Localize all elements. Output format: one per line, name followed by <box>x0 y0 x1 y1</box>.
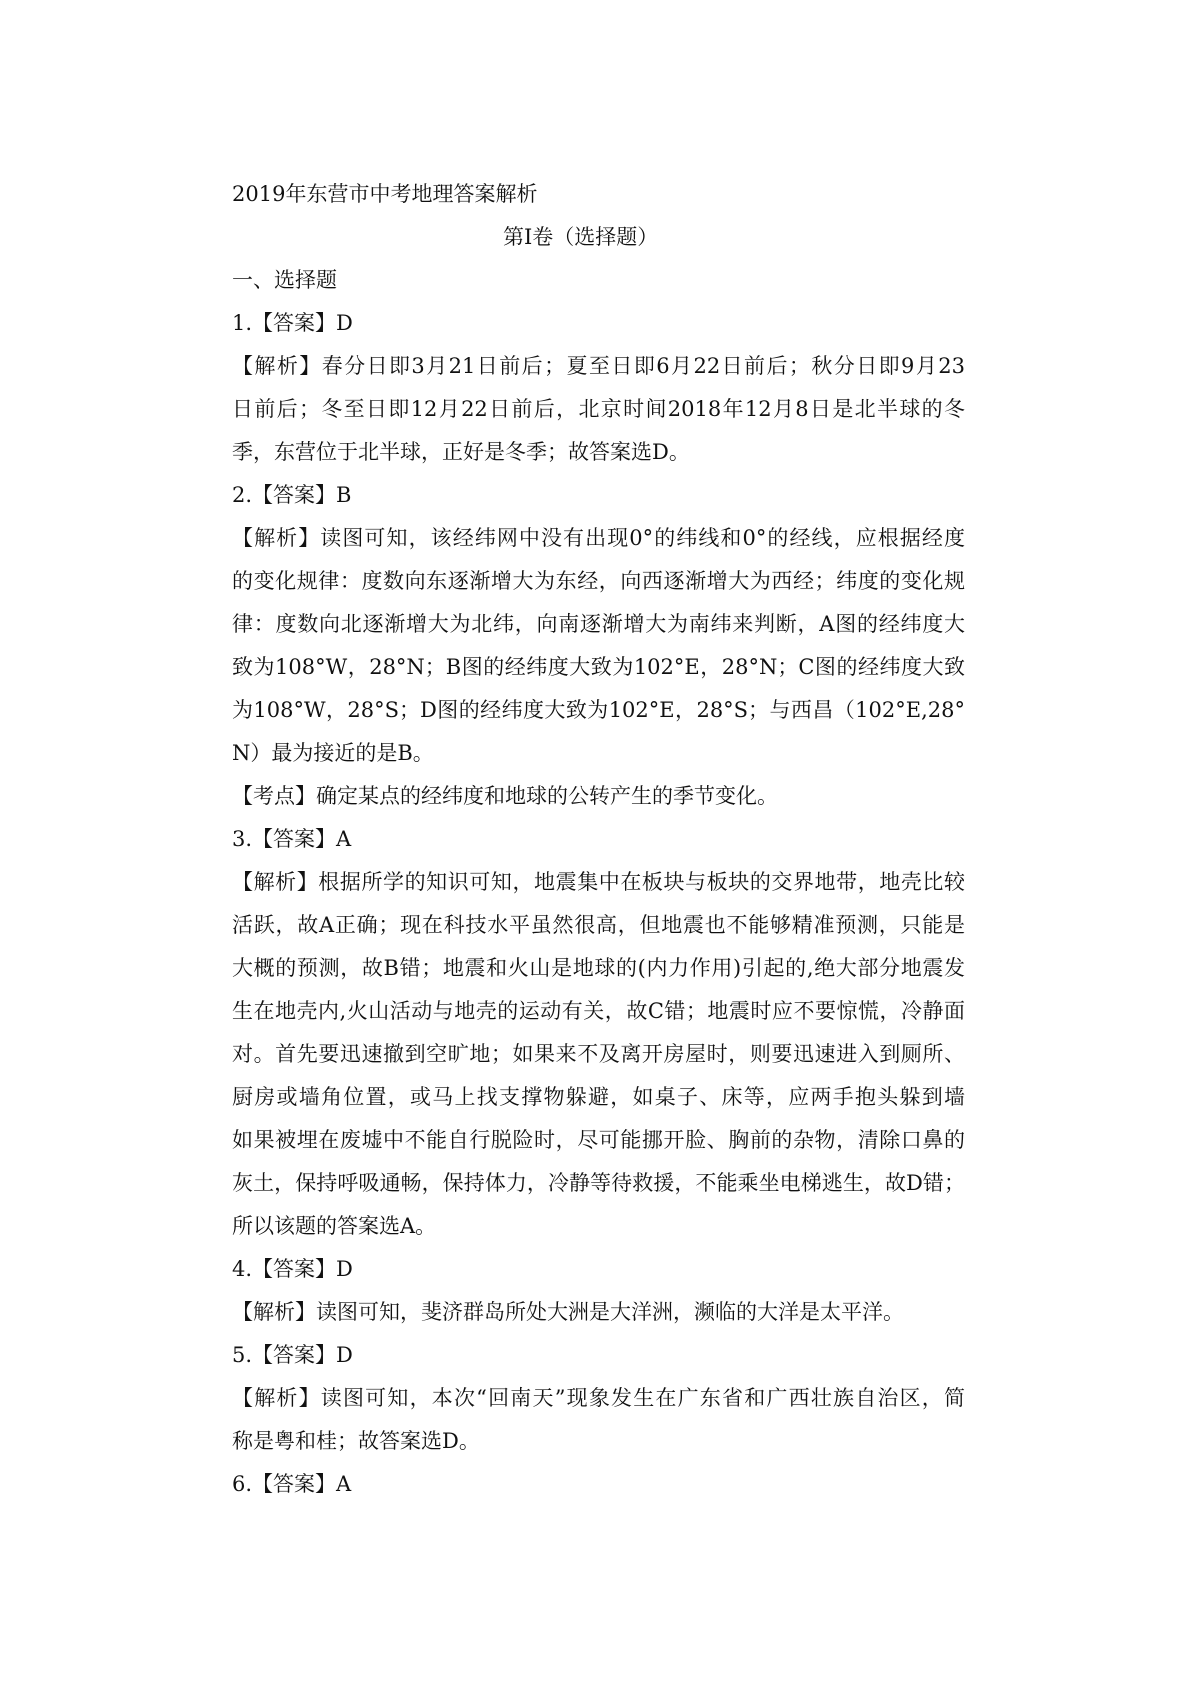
line-text: 大概的预测，故B错；地震和火山是地球的(内力作用)引起的,绝大部分地震发 <box>232 956 965 980</box>
line-text: 所以该题的答案选A。 <box>232 1214 437 1238</box>
section-heading-text: 一、选择题 <box>232 268 337 292</box>
line-text: 活跃，故A正确；现在科技水平虽然很高，但地震也不能够精准预测，只能是 <box>232 913 965 937</box>
line-text: 称是粤和桂；故答案选D。 <box>232 1429 480 1453</box>
line-text: 如果被埋在废墟中不能自行脱险时，尽可能挪开脸、胸前的杂物，清除口鼻的 <box>232 1128 965 1152</box>
line-text: 【解析】根据所学的知识可知，地震集中在板块与板块的交界地带，地壳比较 <box>232 870 965 894</box>
volume-heading-text: 第Ⅰ卷（选择题） <box>503 225 659 249</box>
line-text: 的变化规律：度数向东逐渐增大为东经，向西逐渐增大为西经；纬度的变化规 <box>232 569 965 593</box>
line-text: 厨房或墙角位置，或马上找支撑物躲避，如桌子、床等，应两手抱头躲到墙 <box>232 1085 965 1109</box>
line-text: 5.【答案】D <box>232 1343 353 1367</box>
line-text: 2.【答案】B <box>232 483 352 507</box>
line-text: 灰土，保持呼吸通畅，保持体力，冷静等待救援，不能乘坐电梯逃生，故D错； <box>232 1171 965 1195</box>
line-text: 致为108°W，28°N；B图的经纬度大致为102°E，28°N；C图的经纬度大致 <box>232 655 965 679</box>
line-text: 【解析】春分日即3月21日前后；夏至日即6月22日前后；秋分日即9月23 <box>232 354 965 378</box>
line-text: 季，东营位于北半球，正好是冬季；故答案选D。 <box>232 440 690 464</box>
line-text: 对。首先要迅速撤到空旷地；如果来不及离开房屋时，则要迅速进入到厕所、 <box>232 1042 965 1066</box>
line-text: 为108°W，28°S；D图的经纬度大致为102°E，28°S；与西昌（102°E,28° <box>232 698 965 722</box>
line-text: 【考点】确定某点的经纬度和地球的公转产生的季节变化。 <box>232 784 778 808</box>
line-text: 【解析】读图可知，该经纬网中没有出现0°的纬线和0°的经线，应根据经度 <box>232 526 965 550</box>
line-text: 律：度数向北逐渐增大为北纬，向南逐渐增大为南纬来判断，A图的经纬度大 <box>232 612 965 636</box>
line-text: 生在地壳内,火山活动与地壳的运动有关，故C错；地震时应不要惊慌，冷静面 <box>232 999 965 1023</box>
title-text: 2019年东营市中考地理答案解析 <box>232 182 538 206</box>
line-text: 3.【答案】A <box>232 827 352 851</box>
line-text: N）最为接近的是B。 <box>232 741 434 765</box>
line-text: 4.【答案】D <box>232 1257 353 1281</box>
line-text: 日前后；冬至日即12月22日前后，北京时间2018年12月8日是北半球的冬 <box>232 397 965 421</box>
line-text: 【解析】读图可知，斐济群岛所处大洲是大洋洲，濒临的大洋是太平洋。 <box>232 1300 904 1324</box>
line-text: 【解析】读图可知，本次“回南天”现象发生在广东省和广西壮族自治区，简 <box>232 1386 965 1410</box>
line-text: 6.【答案】A <box>232 1472 352 1496</box>
line-text: 1.【答案】D <box>232 311 353 335</box>
